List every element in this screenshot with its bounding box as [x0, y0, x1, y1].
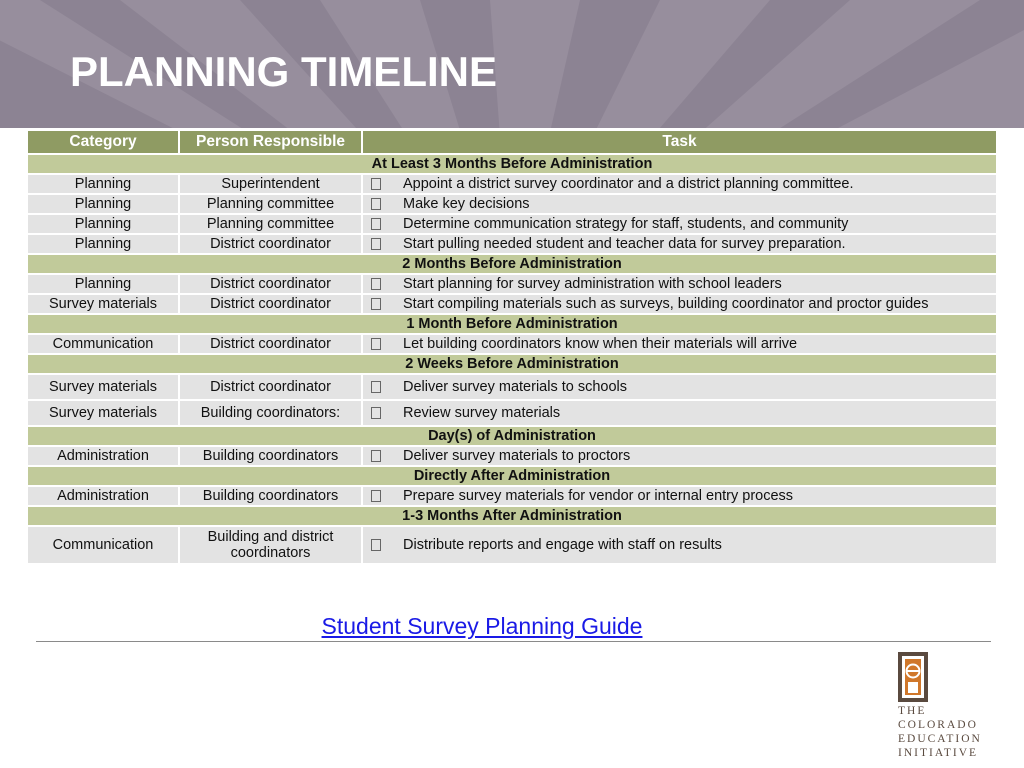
category-cell: Planning	[27, 214, 179, 234]
table-row	[27, 446, 997, 466]
task-cell	[362, 486, 997, 506]
table-row	[27, 486, 997, 506]
category-cell: Survey materials	[27, 294, 179, 314]
person-cell: District coordinator	[179, 294, 362, 314]
section-heading: 1 Month Before Administration	[27, 314, 997, 334]
task-cell	[362, 526, 997, 564]
task-text: Start compiling materials such as surveys, building coordinator and proctor guides	[403, 296, 929, 312]
category-cell: Planning	[27, 194, 179, 214]
task-cell	[362, 374, 997, 400]
category-cell: Planning	[27, 234, 179, 254]
section-row	[27, 314, 997, 334]
category-cell: Planning	[27, 274, 179, 294]
task-cell	[362, 214, 997, 234]
person-cell: Building coordinators	[179, 486, 362, 506]
section-row	[27, 154, 997, 174]
section-row	[27, 254, 997, 274]
table-row	[27, 526, 997, 564]
logo-line: COLORADO	[898, 719, 978, 731]
bullet-icon	[371, 218, 381, 230]
horizontal-divider	[36, 641, 991, 642]
task-cell	[362, 274, 997, 294]
table-row	[27, 274, 997, 294]
logo-line: INITIATIVE	[898, 747, 979, 759]
category-cell: Survey materials	[27, 374, 179, 400]
section-heading: Directly After Administration	[27, 466, 997, 486]
bullet-icon	[371, 238, 381, 250]
bullet-icon	[371, 198, 381, 210]
cei-logo-text	[898, 704, 1018, 760]
task-text: Determine communication strategy for staff, students, and community	[403, 216, 849, 232]
table-header-row	[27, 130, 997, 154]
table-row	[27, 334, 997, 354]
table-row	[27, 214, 997, 234]
task-cell	[362, 334, 997, 354]
task-cell	[362, 446, 997, 466]
table-row	[27, 234, 997, 254]
bullet-icon	[371, 298, 381, 310]
section-heading: 2 Months Before Administration	[27, 254, 997, 274]
section-row	[27, 506, 997, 526]
task-cell	[362, 234, 997, 254]
section-row	[27, 426, 997, 446]
section-heading: Day(s) of Administration	[27, 426, 997, 446]
person-cell: Planning committee	[179, 214, 362, 234]
table-row	[27, 374, 997, 400]
logo-line: THE	[898, 705, 927, 717]
column-header-category: Category	[27, 130, 179, 154]
section-heading: 1-3 Months After Administration	[27, 506, 997, 526]
person-cell: Superintendent	[179, 174, 362, 194]
section-row	[27, 466, 997, 486]
bullet-icon	[371, 381, 381, 393]
bullet-icon	[371, 490, 381, 502]
bullet-icon	[371, 407, 381, 419]
planning-timeline-table	[26, 129, 998, 565]
bullet-icon	[371, 278, 381, 290]
bullet-icon	[371, 450, 381, 462]
category-cell: Communication	[27, 334, 179, 354]
table-row	[27, 194, 997, 214]
person-cell: Building coordinators:	[179, 400, 362, 426]
task-text: Let building coordinators know when their materials will arrive	[403, 336, 798, 352]
table-row	[27, 400, 997, 426]
table-row	[27, 294, 997, 314]
person-cell: Building and district coordinators	[179, 526, 362, 564]
planning-guide-link[interactable]: Student Survey Planning Guide	[321, 613, 643, 639]
category-cell: Communication	[27, 526, 179, 564]
table-row	[27, 174, 997, 194]
task-cell	[362, 400, 997, 426]
person-cell: District coordinator	[179, 374, 362, 400]
section-heading: At Least 3 Months Before Administration	[27, 154, 997, 174]
column-header-task: Task	[362, 130, 997, 154]
person-cell: District coordinator	[179, 234, 362, 254]
title-banner	[0, 0, 1024, 128]
task-cell	[362, 294, 997, 314]
page-title: PLANNING TIMELINE	[70, 48, 497, 95]
task-text: Make key decisions	[403, 196, 530, 212]
section-heading: 2 Weeks Before Administration	[27, 354, 997, 374]
task-text: Start pulling needed student and teacher data for survey preparation.	[403, 236, 846, 252]
category-cell: Administration	[27, 486, 179, 506]
logo-line: EDUCATION	[898, 733, 982, 745]
person-cell: District coordinator	[179, 334, 362, 354]
person-cell: Planning committee	[179, 194, 362, 214]
cei-logo-icon	[898, 652, 928, 702]
bullet-icon	[371, 178, 381, 190]
task-text: Start planning for survey administration with school leaders	[403, 276, 782, 292]
task-text: Appoint a district survey coordinator and a district planning committee.	[403, 176, 854, 192]
column-header-person: Person Responsible	[179, 130, 362, 154]
task-text: Review survey materials	[403, 405, 561, 421]
person-cell: Building coordinators	[179, 446, 362, 466]
task-text: Distribute reports and engage with staff on results	[403, 537, 722, 553]
bullet-icon	[371, 539, 381, 551]
section-row	[27, 354, 997, 374]
bullet-icon	[371, 338, 381, 350]
task-text: Prepare survey materials for vendor or internal entry process	[403, 488, 794, 504]
person-cell: District coordinator	[179, 274, 362, 294]
task-cell	[362, 174, 997, 194]
task-cell	[362, 194, 997, 214]
category-cell: Survey materials	[27, 400, 179, 426]
category-cell: Administration	[27, 446, 179, 466]
task-text: Deliver survey materials to schools	[403, 379, 628, 395]
category-cell: Planning	[27, 174, 179, 194]
task-text: Deliver survey materials to proctors	[403, 448, 631, 464]
